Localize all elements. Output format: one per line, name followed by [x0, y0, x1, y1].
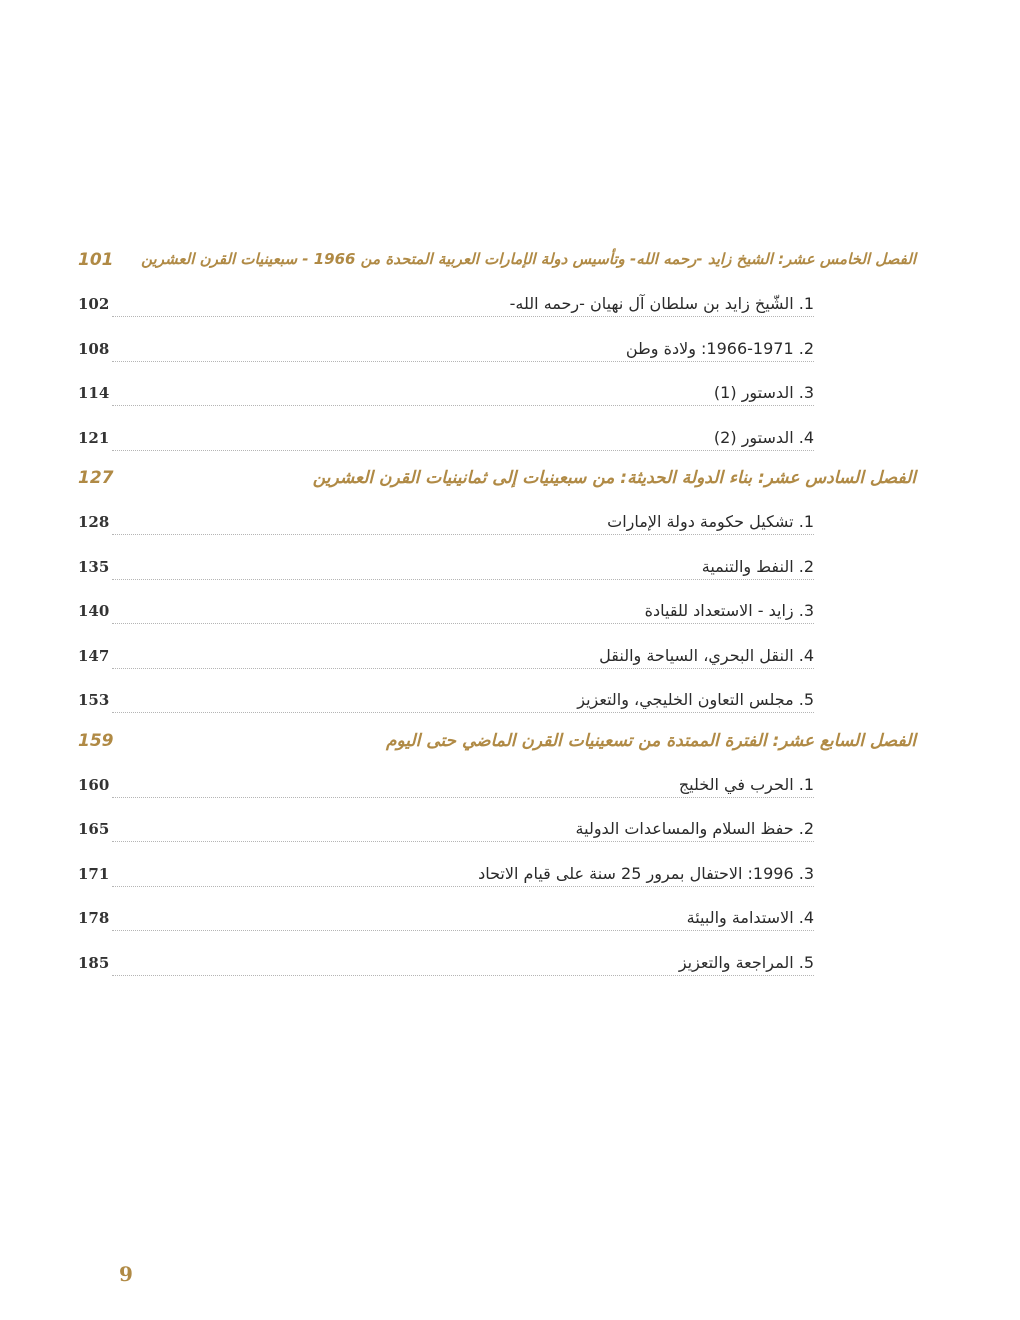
entry-page-number: 165 [78, 820, 110, 838]
entry-page-number: 171 [78, 864, 110, 883]
entry-title: 3. الدستور (1) [710, 383, 814, 402]
toc-entry [78, 331, 918, 376]
entry-page-number: 178 [78, 909, 110, 927]
dot-leader [112, 579, 814, 580]
entry-title: 3. 1996: الاحتفال بمرور 25 سنة على قيام الاتحاد [474, 864, 814, 883]
entry-title: 5. مجلس التعاون الخليجي، والتعزيز [573, 690, 814, 709]
entry-page-number: 160 [78, 775, 110, 794]
entry-title: 2. النفط والتنمية [698, 557, 814, 576]
entry-page-number: 128 [78, 513, 110, 531]
entry-title: 4. الاستدامة والبيئة [683, 908, 814, 927]
toc-entry [78, 549, 918, 594]
toc-entry [78, 945, 918, 990]
toc-entry [78, 811, 918, 856]
toc-entry [78, 593, 918, 638]
dot-leader [112, 930, 814, 931]
entry-title: 1. تشكيل حكومة دولة الإمارات [603, 512, 814, 531]
chapter-heading [78, 464, 918, 504]
entry-title: 4. الدستور (2) [710, 428, 814, 447]
chapter-page-number: 127 [78, 468, 114, 488]
chapter-heading [78, 727, 918, 767]
chapter-title: الفصل الخامس عشر: الشيخ زايد -رحمه الله- وتأسيس دولة الإمارات العربية المتحدة من 1966 - سبعينيات القرن العشرين [141, 250, 916, 268]
toc-entry [78, 286, 918, 331]
entry-title: 1. الشّيخ زايد بن سلطان آل نهيان -رحمه الله- [506, 294, 814, 313]
chapter-page-number: 101 [78, 250, 114, 270]
entry-title: 2. حفظ السلام والمساعدات الدولية [572, 819, 814, 838]
dot-leader [112, 316, 814, 317]
dot-leader [112, 668, 814, 669]
toc-entry [78, 638, 918, 683]
page-number: 9 [119, 1262, 133, 1286]
entry-page-number: 135 [78, 557, 110, 576]
entry-title: 2. 1966-1971: ولادة وطن [622, 339, 814, 358]
entry-title: 3. زايد - الاستعداد للقيادة [641, 601, 814, 620]
entry-page-number: 114 [78, 384, 110, 402]
entry-page-number: 153 [78, 691, 110, 709]
entry-title: 4. النقل البحري، السياحة والنقل [595, 646, 814, 665]
chapter-title: الفصل السادس عشر: بناء الدولة الحديثة: من سبعينيات إلى ثمانينيات القرن العشرين [312, 468, 916, 488]
entry-page-number: 185 [78, 953, 110, 972]
entry-page-number: 121 [78, 428, 110, 447]
toc-entry [78, 375, 918, 420]
dot-leader [112, 712, 814, 713]
dot-leader [112, 841, 814, 842]
dot-leader [112, 361, 814, 362]
entry-page-number: 140 [78, 602, 110, 620]
dot-leader [112, 975, 814, 976]
chapter-page-number: 159 [78, 730, 114, 751]
toc-entry [78, 856, 918, 901]
dot-leader [112, 405, 814, 406]
chapter-title: الفصل السابع عشر: الفترة الممتدة من تسعينيات القرن الماضي حتى اليوم [385, 730, 916, 751]
dot-leader [112, 886, 814, 887]
entry-title: 5. المراجعة والتعزيز [675, 953, 814, 972]
dot-leader [112, 797, 814, 798]
toc-entry [78, 504, 918, 549]
entry-title: 1. الحرب في الخليج [675, 775, 814, 794]
chapter-heading [78, 246, 918, 286]
entry-page-number: 102 [78, 295, 110, 313]
entry-page-number: 108 [78, 339, 110, 358]
toc-entry [78, 900, 918, 945]
dot-leader [112, 534, 814, 535]
table-of-contents [78, 246, 918, 989]
toc-entry [78, 682, 918, 727]
dot-leader [112, 623, 814, 624]
toc-entry [78, 420, 918, 465]
entry-page-number: 147 [78, 646, 110, 665]
toc-entry [78, 767, 918, 812]
dot-leader [112, 450, 814, 451]
